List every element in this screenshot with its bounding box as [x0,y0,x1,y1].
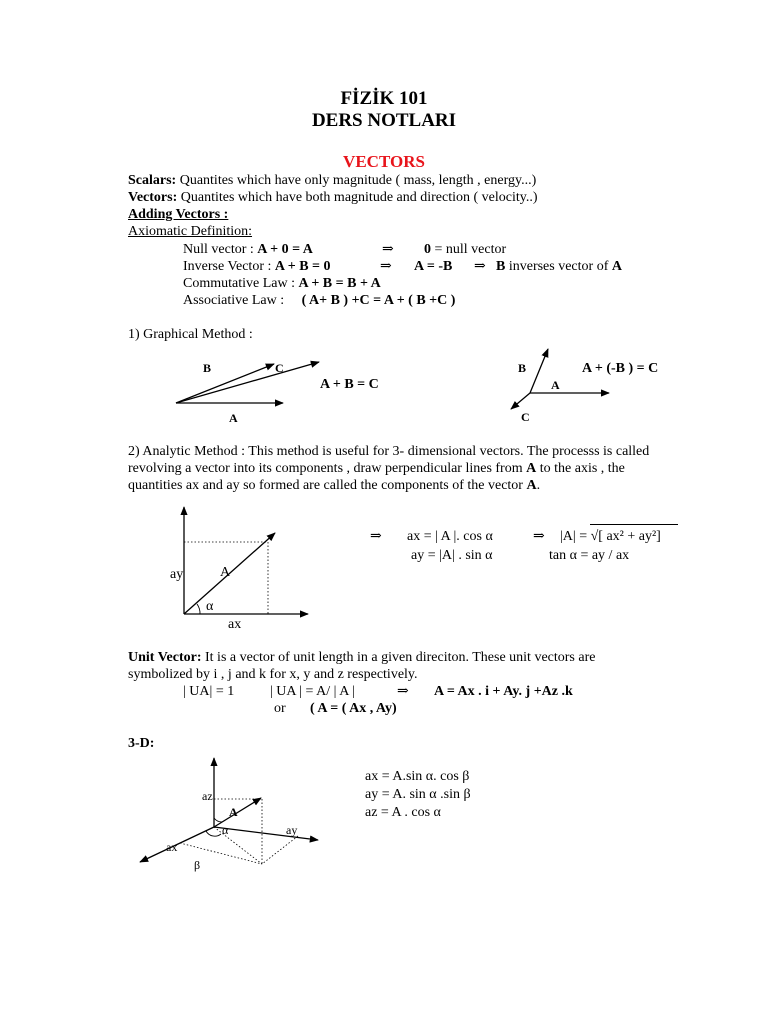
analytic-implies-1: ⇒ [370,529,382,544]
unit-vector-label: Unit Vector: [128,650,202,665]
analytic-text-mid: to the axis , the quantities ax and ay so formed are called the components of the vector [128,461,625,493]
vector-c2-arrow [511,393,530,409]
alpha-3d-arc [214,818,222,822]
scalars-text: Quantites which have only magnitude ( mass, length , energy...) [176,173,537,188]
fig1-label-c: C [275,361,284,375]
null-implies: ⇒ [382,242,394,257]
unit-implies: ⇒ [397,684,409,699]
inverse-result-b: B [496,259,506,274]
axiomatic-heading: Axiomatic Definition: [128,224,253,239]
three-d-eq-az: az = A . cos α [365,805,441,820]
inverse-result-a: A [611,259,622,274]
fig2-equation: A + (-B ) = C [582,361,659,376]
inverse-eq: A + B = 0 [274,259,331,274]
vector-c-arrow [176,362,319,403]
analytic-eq-ay: ay = |A| . sin α [411,548,493,563]
y-component-line [262,836,298,864]
vector-b2-arrow [530,349,548,393]
inverse-result-mid: inverses vector of [505,259,612,274]
associative-label: Associative Law : [183,293,285,308]
three-d-label-beta: β [194,858,201,872]
null-eq: A + 0 = A [257,242,313,257]
fig1-label-a: A [229,411,238,425]
analytic-label-ax: ax [228,617,242,632]
three-d-label-a: A [229,805,238,819]
associative-eq: ( A+ B ) +C = A + ( B +C ) [301,293,456,308]
analytic-label-a: A [220,565,231,580]
unit-or: or [274,701,286,716]
inverse-result-eq: A = -B [414,259,453,274]
graphical-heading: 1) Graphical Method : [128,327,253,342]
analytic-figure [184,507,308,614]
inverse-label: Inverse Vector : [183,259,275,274]
graphical-figure-1 [176,362,319,403]
unit-eq-4: ( A = ( Ax , Ay) [310,701,397,716]
analytic-paragraph [128,443,658,494]
analytic-eq-magnitude: |A| = √[ ax² + ay²] [560,529,661,544]
inverse-implies-2: ⇒ [474,259,486,274]
fig1-label-b: B [203,361,212,375]
unit-eq-3: A = Ax . i + Ay. j +Az .k [434,684,573,699]
doc-title-line2: DERS NOTLARI [311,110,457,131]
three-d-label-ay: ay [286,823,298,837]
analytic-text-pre: 2) Analytic Method : This method is useful for 3- dimensional vectors. The processs is called revolving a vector into its components , draw perpendicular lines from [128,444,650,476]
vectors-text: Quantites which have both magnitude and direction ( velocity..) [177,190,538,205]
unit-vector-paragraph [128,649,658,683]
three-d-label-ax: ax [166,840,178,854]
analytic-text-end: . [536,478,541,493]
three-d-eq-ay: ay = A. sin α .sin β [365,787,471,802]
doc-title-line1: FİZİK 101 [340,88,428,109]
null-result-text: = null vector [431,242,507,257]
scalars-label: Scalars: [128,173,177,188]
fig1-equation: A + B = C [320,377,379,392]
inverse-implies-1: ⇒ [380,259,392,274]
analytic-label-alpha: α [206,599,214,614]
three-d-label-alpha: α [222,823,229,837]
vector-b-arrow [176,364,274,403]
y-axis-3d-arrow [214,827,318,840]
fig2-label-b: B [518,361,527,375]
analytic-eq-ax: ax = | A |. cos α [407,529,493,544]
three-d-eq-ax: ax = A.sin α. cos β [365,769,470,784]
vectors-label: Vectors: [128,190,178,205]
alpha-arc [197,604,200,614]
x-component-line [180,843,262,864]
null-result-zero: 0 [424,242,431,257]
section-title: VECTORS [343,152,425,171]
analytic-implies-2: ⇒ [533,529,545,544]
graphical-figure-2 [511,349,609,409]
analytic-label-ay: ay [170,567,184,582]
unit-eq-1: | UA| = 1 [183,684,235,699]
analytic-text-a: A [526,461,537,476]
commutative-label: Commutative Law : [183,276,299,291]
null-label: Null vector : [183,242,258,257]
three-d-heading: 3-D: [128,736,155,751]
radical-overline [590,524,678,525]
unit-eq-2: | UA | = A/ | A | [270,684,355,699]
analytic-eq-tan: tan α = ay / ax [549,548,630,563]
beta-arc [206,831,221,836]
commutative-eq: A + B = B + A [298,276,381,291]
analytic-text-a2: A [526,478,537,493]
three-d-label-az: az [202,789,213,803]
fig2-label-a: A [551,378,560,392]
fig2-label-c: C [521,410,530,424]
adding-vectors-heading: Adding Vectors : [128,207,229,222]
unit-vector-text: It is a vector of unit length in a given direciton. These unit vectors are symbolized by i , j and k for x, y and z respectively. [128,650,596,682]
